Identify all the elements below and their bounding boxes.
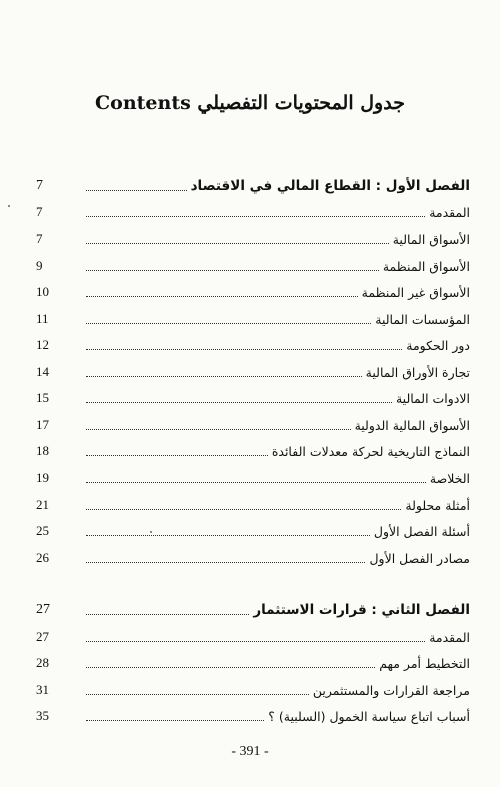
toc-entry bbox=[36, 547, 470, 569]
toc-dot-leader bbox=[86, 509, 401, 510]
toc-page-number: 7 bbox=[36, 178, 43, 193]
toc-entry-label: التخطيط أمر مهم bbox=[379, 655, 470, 671]
toc-entry bbox=[36, 520, 470, 542]
toc-dot-leader bbox=[86, 216, 425, 217]
toc-page-number: 27 bbox=[36, 602, 50, 617]
toc-page-number: 35 bbox=[36, 708, 49, 723]
toc-entry bbox=[36, 387, 470, 409]
toc-dot-leader bbox=[86, 376, 362, 377]
toc-entry bbox=[36, 440, 470, 462]
toc-dot-leader bbox=[86, 562, 365, 563]
toc-page-number: 12 bbox=[36, 337, 49, 352]
scan-speck bbox=[150, 531, 152, 533]
toc-entry bbox=[36, 334, 470, 356]
toc-entry-label: الادوات المالية bbox=[395, 390, 470, 406]
toc-entry bbox=[36, 705, 470, 727]
toc-entry-label: أسئلة الفصل الأول bbox=[373, 523, 470, 539]
toc-dot-leader bbox=[86, 455, 268, 456]
toc-entry-label: مراجعة القرارات والمستثمرين bbox=[312, 682, 470, 698]
toc-page-number: 9 bbox=[36, 258, 43, 273]
toc-entry-label: الأسواق غير المنظمة bbox=[361, 284, 470, 300]
toc-entry-label: النماذج التاريخية لحركة معدلات الفائدة bbox=[271, 443, 470, 459]
toc-page-number: 31 bbox=[36, 682, 49, 697]
toc-page-number: 19 bbox=[36, 470, 49, 485]
toc-page-number: 11 bbox=[36, 311, 49, 326]
toc-page-number: 27 bbox=[36, 629, 49, 644]
toc-page-number: 26 bbox=[36, 550, 49, 565]
toc-dot-leader bbox=[86, 641, 425, 642]
toc-entry-label: المقدمة bbox=[429, 629, 470, 645]
toc-entry bbox=[36, 467, 470, 489]
toc-dot-leader bbox=[86, 402, 392, 403]
toc-dot-leader bbox=[86, 323, 371, 324]
toc-page-number: 21 bbox=[36, 497, 49, 512]
toc-dot-leader bbox=[86, 243, 389, 244]
toc-page-number: 10 bbox=[36, 284, 49, 299]
toc-entry-label: أسباب اتباع سياسة الخمول (السلبية) ؟ bbox=[268, 708, 470, 724]
toc-page-number: 14 bbox=[36, 364, 49, 379]
toc-entry bbox=[36, 494, 470, 516]
toc-page-number: 18 bbox=[36, 443, 49, 458]
toc-entry bbox=[36, 626, 470, 648]
toc-dot-leader bbox=[86, 667, 375, 668]
toc-chapter-entry bbox=[36, 175, 470, 197]
toc-chapter-entry bbox=[36, 599, 470, 621]
toc-entry bbox=[36, 361, 470, 383]
toc-entry bbox=[36, 228, 470, 250]
toc-dot-leader bbox=[86, 429, 351, 430]
scan-speck bbox=[8, 205, 10, 207]
toc-entry bbox=[36, 201, 470, 223]
toc-entry bbox=[36, 255, 470, 277]
toc-page-number: 15 bbox=[36, 390, 49, 405]
toc-dot-leader bbox=[86, 694, 309, 695]
toc-page-number: 7 bbox=[36, 204, 43, 219]
toc-dot-leader bbox=[86, 535, 370, 536]
toc-entry bbox=[36, 281, 470, 303]
toc-page-number: 17 bbox=[36, 417, 49, 432]
toc-entry-label: الفصل الثاني : قرارات الاستثمار bbox=[253, 602, 470, 618]
toc-page-number: 25 bbox=[36, 523, 49, 538]
page-number: - 391 - bbox=[231, 744, 269, 759]
toc-entry-label: الفصل الأول : القطاع المالي في الاقتصاد bbox=[190, 178, 470, 194]
toc-entry-label: الخلاصة bbox=[429, 470, 470, 486]
toc-dot-leader bbox=[86, 720, 264, 721]
toc-dot-leader bbox=[86, 296, 358, 297]
toc-entry bbox=[36, 679, 470, 701]
toc-entry-label: أمثلة محلولة bbox=[405, 497, 470, 513]
toc-entry-label: تجارة الأوراق المالية bbox=[365, 364, 470, 380]
toc-entry-label: دور الحكومة bbox=[406, 337, 470, 353]
page-title: جدول المحتويات التفصيلي Contents bbox=[95, 92, 405, 114]
toc-entry-label: الأسواق المالية الدولية bbox=[354, 417, 470, 433]
toc-page-number: 7 bbox=[36, 231, 43, 246]
toc-dot-leader bbox=[86, 190, 187, 191]
toc-entry bbox=[36, 308, 470, 330]
toc-dot-leader bbox=[86, 270, 379, 271]
toc-entry-label: مصادر الفصل الأول bbox=[369, 550, 470, 566]
toc-entry-label: المؤسسات المالية bbox=[375, 311, 470, 327]
toc-entry bbox=[36, 652, 470, 674]
toc-dot-leader bbox=[86, 349, 402, 350]
toc-entry-label: الأسواق المالية bbox=[392, 231, 470, 247]
toc-dot-leader bbox=[86, 614, 249, 615]
toc-entry-label: الأسواق المنظمة bbox=[382, 258, 470, 274]
toc-page-number: 28 bbox=[36, 655, 49, 670]
toc-entry bbox=[36, 414, 470, 436]
toc-entry-label: المقدمة bbox=[429, 204, 470, 220]
toc-dot-leader bbox=[86, 482, 426, 483]
